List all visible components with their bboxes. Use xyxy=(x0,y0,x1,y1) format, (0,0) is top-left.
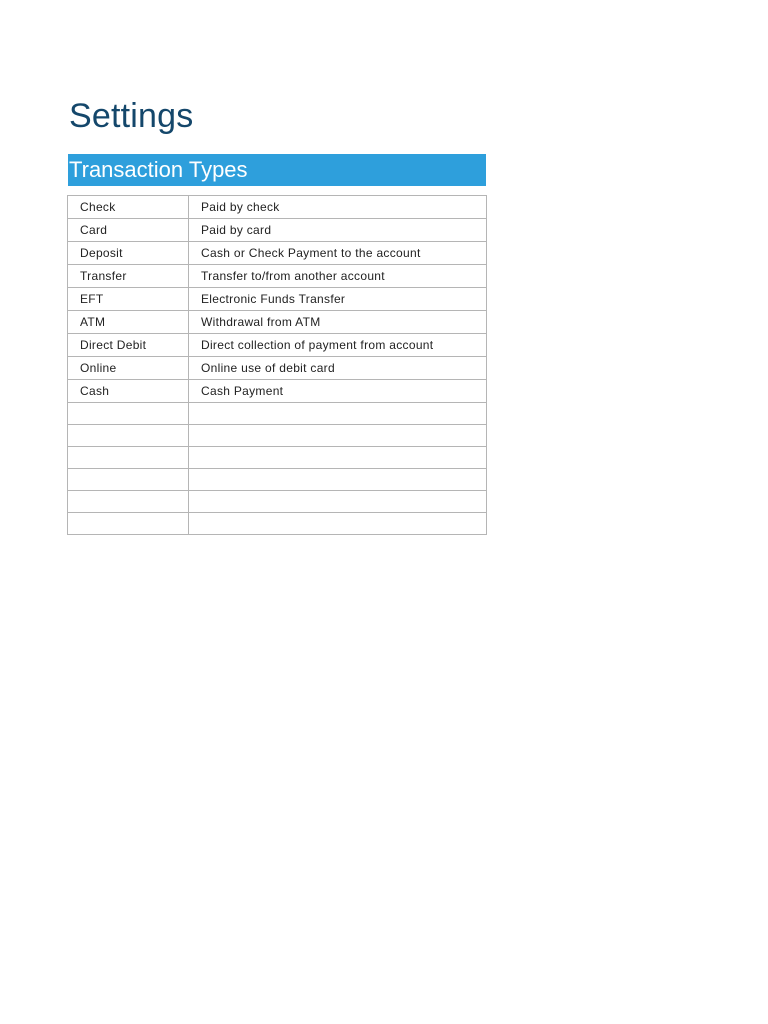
table-row xyxy=(68,288,487,311)
section-title: Transaction Types xyxy=(69,157,248,182)
transaction-types-header xyxy=(68,154,486,186)
type-cell[interactable]: Transfer xyxy=(68,265,189,288)
description-cell[interactable]: Cash or Check Payment to the account xyxy=(189,242,487,265)
table-row xyxy=(68,196,487,219)
description-cell[interactable]: Cash Payment xyxy=(189,380,487,403)
page-title: Settings xyxy=(69,97,194,135)
type-cell[interactable]: ATM xyxy=(68,311,189,334)
type-cell[interactable]: Check xyxy=(68,196,189,219)
table-row xyxy=(68,425,487,447)
table-row xyxy=(68,491,487,513)
type-cell[interactable] xyxy=(68,447,189,469)
transaction-types-table xyxy=(67,195,487,535)
transaction-types-body xyxy=(68,196,487,535)
description-cell[interactable]: Electronic Funds Transfer xyxy=(189,288,487,311)
description-cell[interactable]: Direct collection of payment from account xyxy=(189,334,487,357)
description-cell[interactable] xyxy=(189,425,487,447)
description-cell[interactable] xyxy=(189,447,487,469)
table-row xyxy=(68,447,487,469)
description-cell[interactable]: Withdrawal from ATM xyxy=(189,311,487,334)
type-cell[interactable]: Deposit xyxy=(68,242,189,265)
type-cell[interactable] xyxy=(68,469,189,491)
type-cell[interactable] xyxy=(68,403,189,425)
type-cell[interactable]: Card xyxy=(68,219,189,242)
description-cell[interactable]: Paid by card xyxy=(189,219,487,242)
table-row xyxy=(68,311,487,334)
description-cell[interactable]: Paid by check xyxy=(189,196,487,219)
table-row xyxy=(68,357,487,380)
table-row xyxy=(68,265,487,288)
description-cell[interactable] xyxy=(189,469,487,491)
table-row xyxy=(68,219,487,242)
description-cell[interactable] xyxy=(189,513,487,535)
table-row xyxy=(68,334,487,357)
description-cell[interactable] xyxy=(189,403,487,425)
table-row xyxy=(68,242,487,265)
type-cell[interactable] xyxy=(68,513,189,535)
table-row xyxy=(68,403,487,425)
description-cell[interactable] xyxy=(189,491,487,513)
table-row xyxy=(68,469,487,491)
type-cell[interactable] xyxy=(68,491,189,513)
table-row xyxy=(68,380,487,403)
type-cell[interactable] xyxy=(68,425,189,447)
table-row xyxy=(68,513,487,535)
type-cell[interactable]: Direct Debit xyxy=(68,334,189,357)
type-cell[interactable]: EFT xyxy=(68,288,189,311)
type-cell[interactable]: Online xyxy=(68,357,189,380)
type-cell[interactable]: Cash xyxy=(68,380,189,403)
description-cell[interactable]: Online use of debit card xyxy=(189,357,487,380)
description-cell[interactable]: Transfer to/from another account xyxy=(189,265,487,288)
